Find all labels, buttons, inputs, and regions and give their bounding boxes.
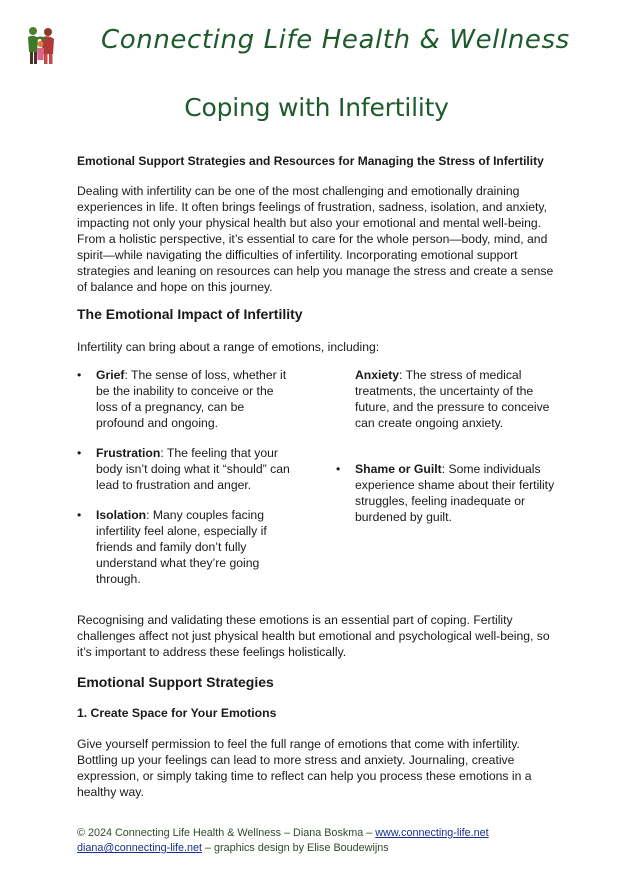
emotion-description: : Many couples facing infertility feel alone, especially if friends and family don’t fully understand what they’re going through. [96, 508, 267, 586]
bullet-icon: • [77, 446, 82, 460]
people-embrace-logo-icon [24, 24, 58, 66]
emotions-closing-paragraph: Recognising and validating these emotions is an essential part of coping. Fertility challenges affect not just physical health but emotional and psychological well-being, so it’s important to address these feelings holistically. [77, 613, 550, 659]
list-item-isolation [77, 507, 294, 587]
footer-credit: – graphics design by Elise Boudewijns [202, 842, 389, 854]
document-subtitle: Emotional Support Strategies and Resources for Managing the Stress of Infertility [77, 154, 544, 168]
intro-paragraph: Dealing with infertility can be one of the most challenging and emotionally draining experiences in life. It often brings feelings of frustration, sadness, isolation, and anxiety, impacting not only your physical health but also your emotional and mental well-being. From a holistic perspective, it’s essential to care for the whole person—body, mind, and spirit—while navigating the difficulties of infertility. Incorporating emotional support strategies and leaning on resources can help you manage the stress and create a sense of balance and hope on this journey. [77, 184, 554, 294]
section-heading-emotional-impact: The Emotional Impact of Infertility [77, 306, 303, 322]
emotion-term: Shame or Guilt [355, 462, 442, 476]
emotion-term: Anxiety [355, 368, 400, 382]
emotion-term: Isolation [96, 508, 147, 522]
emotion-term: Grief [96, 368, 125, 382]
brand-title: Connecting Life Health & Wellness [101, 25, 570, 55]
bullet-icon: • [77, 508, 82, 522]
email-link[interactable]: diana@connecting-life.net [77, 842, 203, 854]
footer [77, 826, 557, 856]
strategy-heading-1: 1. Create Space for Your Emotions [77, 706, 277, 720]
emotions-lead: Infertility can bring about a range of emotions, including: [77, 340, 380, 354]
website-link[interactable]: www.connecting-life.net [375, 827, 489, 839]
emotion-term: Frustration [96, 446, 161, 460]
list-item-anxiety [355, 367, 555, 431]
emotion-description: : Some individuals experience shame about their fertility struggles, feeling inadequate or burdened by guilt. [355, 462, 555, 524]
emotion-description: : The stress of medical treatments, the uncertainty of the future, and the pressure to conceive can create ongoing anxiety. [355, 368, 550, 430]
bullet-icon: • [336, 462, 341, 476]
page-title: Coping with Infertility [184, 93, 449, 122]
emotion-description: : The feeling that your body isn’t doing what it “should” can lead to frustration and anger. [96, 446, 290, 492]
footer-copyright: © 2024 Connecting Life Health & Wellness – Diana Boskma – [77, 827, 376, 839]
bullet-icon: • [77, 368, 82, 382]
list-item-shame-guilt [336, 461, 555, 525]
section-heading-support-strategies: Emotional Support Strategies [77, 674, 274, 690]
strategy-paragraph-1: Give yourself permission to feel the full range of emotions that come with infertility. Bottling up your feelings can lead to more stress and anxiety. Journaling, creative expression, or simply taking time to reflect can help you process these emotions in a healthy way. [77, 737, 532, 799]
list-item-grief [77, 367, 294, 431]
emotion-description: : The sense of loss, whether it be the inability to conceive or the loss of a pregnancy, can be profound and ongoing. [96, 368, 287, 430]
list-item-frustration [77, 445, 294, 493]
